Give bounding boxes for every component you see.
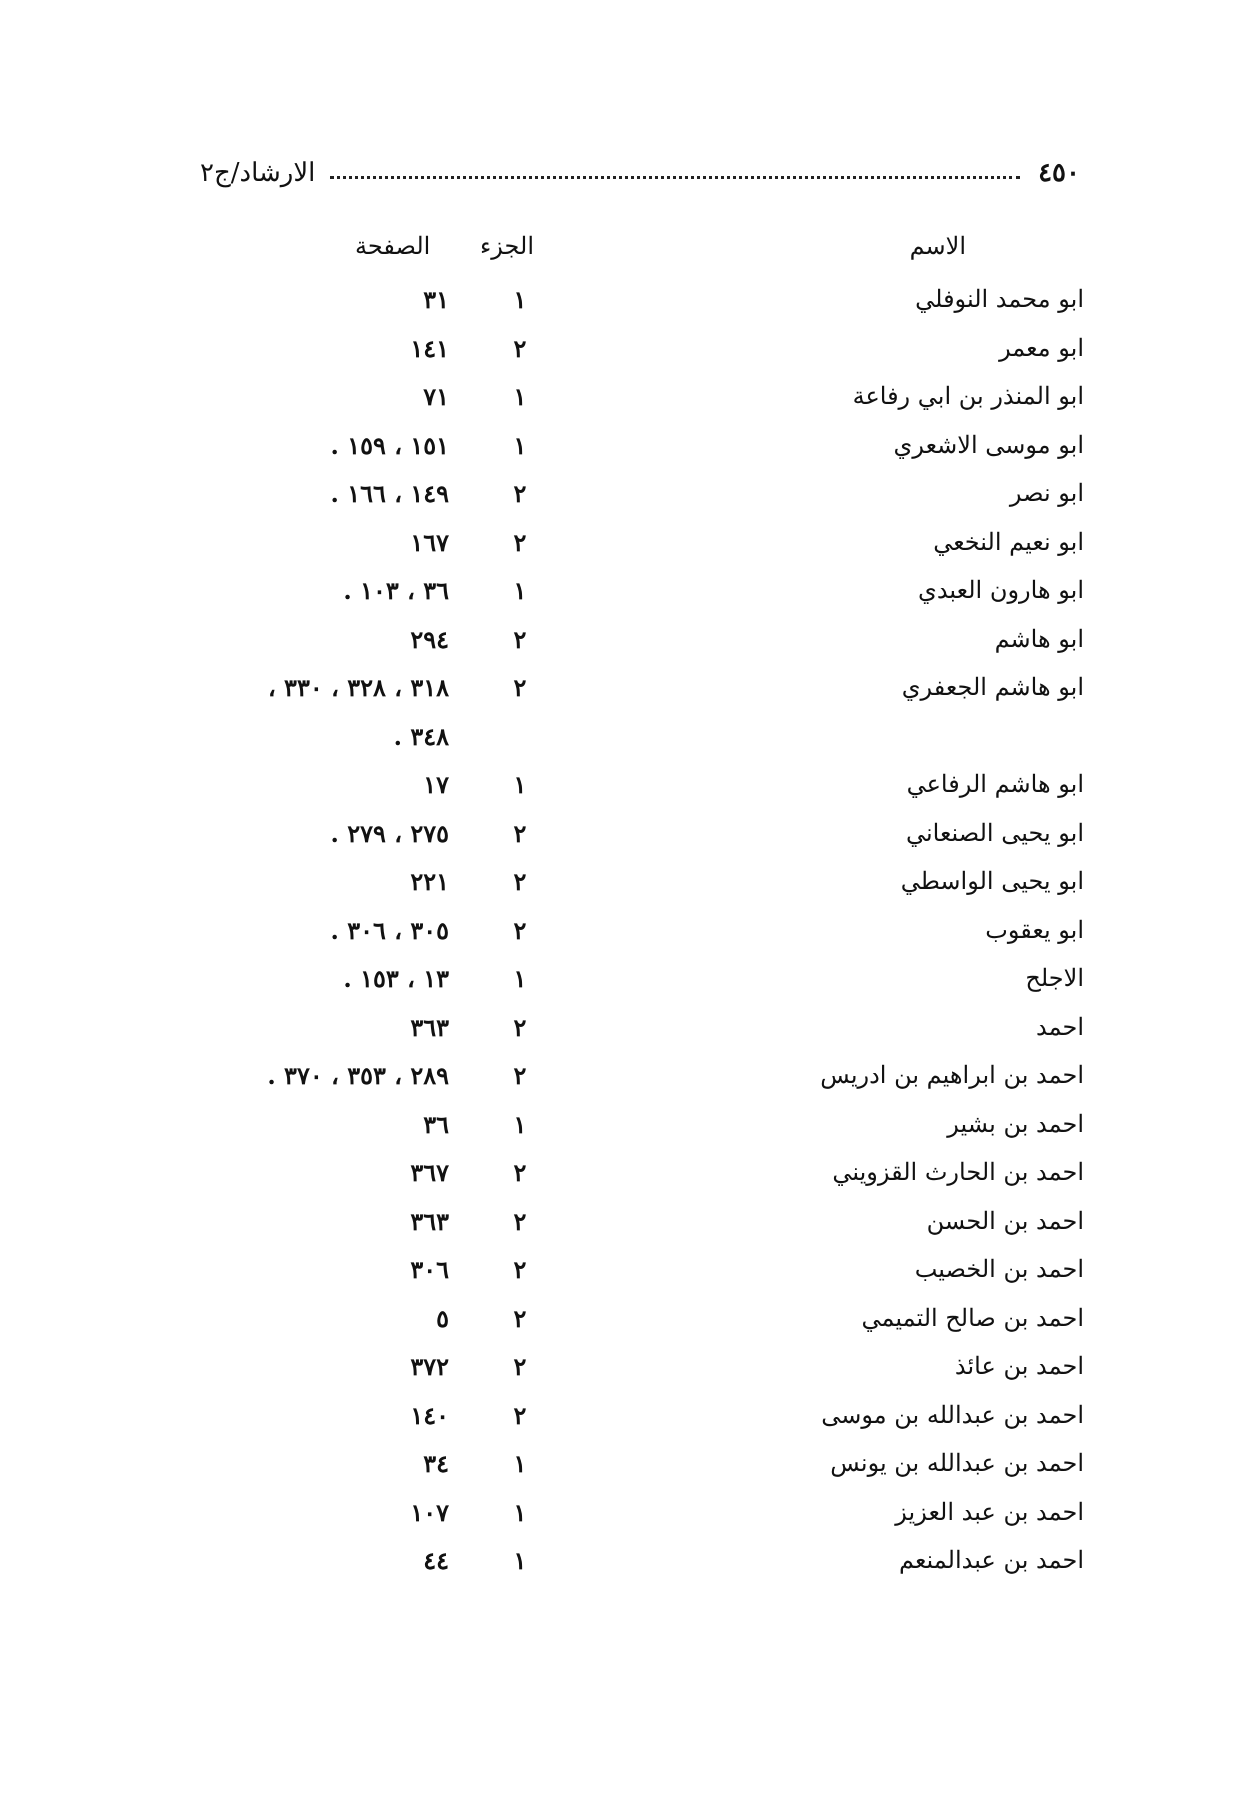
entry-pages: ١٧ [423, 770, 449, 799]
entry-name: ابو معمر [999, 333, 1084, 362]
entry-part: ٢ [513, 1255, 527, 1284]
entry-pages: ١٤٠ [410, 1400, 449, 1430]
index-entry [0, 625, 1249, 674]
entry-pages: ٢٢١ [410, 867, 449, 896]
entry-name: احمد بن صالح التميمي [861, 1303, 1084, 1332]
index-entry [0, 479, 1249, 528]
entry-part: ٢ [513, 479, 527, 508]
entry-pages: ٣٦٣ [410, 1206, 449, 1236]
entry-part: ١ [513, 1546, 527, 1575]
entry-pages: ٣٦٣ [410, 1012, 449, 1042]
column-header-page: الصفحة [355, 232, 431, 260]
entry-part: ٢ [513, 1303, 527, 1333]
entry-name: احمد بن عبد العزيز [895, 1497, 1084, 1526]
entry-pages: ٢٩٤ [410, 624, 449, 654]
entry-pages: ٣١ [423, 285, 449, 314]
index-entry [0, 334, 1249, 383]
index-list [0, 285, 1249, 1595]
entry-pages: ٧١ [423, 382, 449, 411]
index-entry [0, 1061, 1249, 1110]
entry-pages: ٣٦ [423, 1109, 449, 1139]
entry-pages: ٤٤ [423, 1546, 449, 1575]
index-entry [0, 528, 1249, 577]
index-entry [0, 1207, 1249, 1256]
entry-name: احمد بن بشير [947, 1109, 1084, 1138]
entry-name: ابو يحيى الواسطي [900, 867, 1084, 895]
page-number: ٤٥٠ [1038, 158, 1080, 188]
entry-name: احمد بن الخصيب [914, 1255, 1084, 1283]
entry-name: ابو يعقوب [985, 915, 1084, 944]
index-entry [0, 1352, 1249, 1401]
entry-name: احمد بن الحسن [926, 1206, 1084, 1235]
entry-name: احمد بن عبدالله بن يونس [830, 1449, 1084, 1477]
entry-name: احمد بن عبدالله بن موسى [821, 1400, 1084, 1429]
entry-part: ١ [513, 964, 527, 993]
entry-pages: ١٣ ، ١٥٣ . [343, 964, 449, 993]
entry-pages: ٢٨٩ ، ٣٥٣ ، ٣٧٠ . [267, 1061, 449, 1090]
entry-part: ١ [513, 382, 527, 411]
index-entry [0, 431, 1249, 480]
index-entry [0, 1546, 1249, 1595]
entry-part: ٢ [513, 1400, 527, 1430]
index-entry [0, 673, 1249, 722]
entry-part: ١ [513, 1109, 527, 1139]
index-entry [0, 576, 1249, 625]
index-entry [0, 964, 1249, 1013]
entry-name: ابو هاشم [994, 624, 1084, 653]
entry-pages: ١٠٧ [410, 1497, 449, 1527]
column-header-part: الجزء [480, 232, 534, 260]
running-header [200, 158, 1080, 198]
index-entry [0, 722, 1249, 771]
entry-part: ٢ [513, 818, 527, 848]
entry-part: ٢ [513, 333, 527, 363]
entry-pages: ٣٠٥ ، ٣٠٦ . [330, 915, 449, 945]
entry-part: ١ [513, 430, 527, 460]
entry-name: ابو هاشم الرفاعي [906, 770, 1084, 798]
entry-pages: ٥ [436, 1303, 449, 1333]
entry-pages: ٣٤ [423, 1449, 449, 1478]
entry-name: ابو نعيم النخعي [933, 527, 1084, 556]
header-dot-leader [330, 176, 1020, 179]
entry-part: ٢ [513, 1206, 527, 1236]
index-entry [0, 1498, 1249, 1547]
entry-name: ابو هاشم الجعفري [901, 673, 1084, 701]
entry-part: ٢ [513, 624, 527, 654]
entry-pages: ١٥١ ، ١٥٩ . [330, 430, 449, 460]
entry-name: احمد بن ابراهيم بن ادريس [820, 1061, 1084, 1089]
entry-part: ٢ [513, 1061, 527, 1090]
index-entry [0, 1110, 1249, 1159]
index-entry [0, 382, 1249, 431]
entry-name: الاجلح [1025, 964, 1084, 992]
entry-pages: ٣٦ ، ١٠٣ . [343, 576, 449, 605]
entry-name: احمد بن عبدالمنعم [899, 1546, 1084, 1574]
entry-pages: ٣٧٢ [410, 1352, 449, 1381]
entry-part: ١ [513, 770, 527, 799]
entry-pages: ٣٤٨ . [393, 721, 449, 751]
entry-pages: ٣٠٦ [410, 1255, 449, 1284]
entry-part: ١ [513, 1497, 527, 1527]
entry-part: ٢ [513, 915, 527, 945]
index-entry [0, 1255, 1249, 1304]
entry-pages: ١٤٩ ، ١٦٦ . [330, 479, 449, 508]
entry-part: ١ [513, 1449, 527, 1478]
index-entry [0, 285, 1249, 334]
entry-part: ٢ [513, 1158, 527, 1187]
entry-pages: ١٦٧ [410, 527, 449, 557]
entry-part: ٢ [513, 1012, 527, 1042]
index-entry [0, 916, 1249, 965]
book-title: الارشاد/ج٢ [200, 158, 316, 188]
index-entry [0, 770, 1249, 819]
entry-part: ٢ [513, 867, 527, 896]
entry-name: ابو يحيى الصنعاني [905, 818, 1084, 847]
column-header-name: الاسم [909, 232, 966, 260]
index-entry [0, 867, 1249, 916]
index-entry [0, 1158, 1249, 1207]
entry-part: ٢ [513, 527, 527, 557]
index-entry [0, 1013, 1249, 1062]
entry-pages: ١٤١ [410, 333, 449, 363]
entry-part: ١ [513, 285, 527, 314]
entry-name: ابو نصر [1009, 479, 1084, 507]
entry-name: ابو محمد النوفلي [915, 285, 1084, 313]
entry-pages: ٣٦٧ [410, 1158, 449, 1187]
index-entry [0, 1401, 1249, 1450]
index-entry [0, 1304, 1249, 1353]
entry-part: ٢ [513, 1352, 527, 1381]
entry-name: ابو المنذر بن ابي رفاعة [852, 382, 1084, 410]
entry-name: احمد بن عائذ [954, 1352, 1084, 1380]
entry-part: ٢ [513, 673, 527, 702]
entry-name: ابو موسى الاشعري [893, 430, 1084, 459]
index-entry [0, 1449, 1249, 1498]
entry-name: ابو هارون العبدي [918, 576, 1084, 604]
index-entry [0, 819, 1249, 868]
entry-name: احمد بن الحارث القزويني [832, 1158, 1084, 1186]
entry-name: احمد [1036, 1012, 1084, 1041]
entry-part: ١ [513, 576, 527, 605]
entry-pages: ٢٧٥ ، ٢٧٩ . [330, 818, 449, 848]
entry-pages: ٣١٨ ، ٣٢٨ ، ٣٣٠ ، [267, 673, 449, 702]
